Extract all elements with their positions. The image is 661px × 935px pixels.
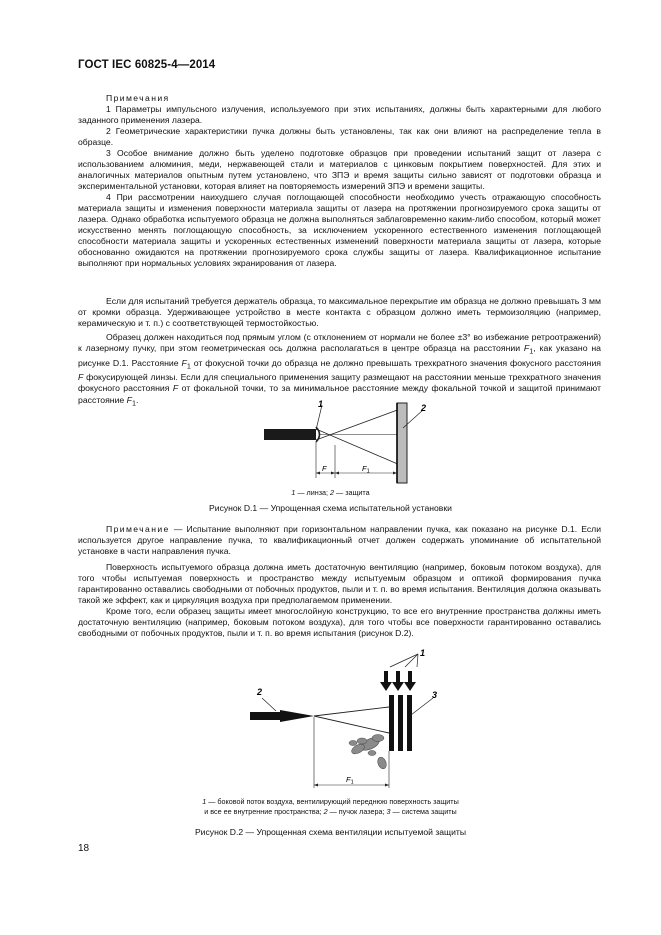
note-2-title: Примечание <box>106 524 170 534</box>
symbol-sub: 1 <box>131 398 137 408</box>
fig1-label-f: F <box>322 464 327 473</box>
shield-plate <box>397 403 407 483</box>
note-2-text: — Испытание выполняют при горизонтальном направлении пучка, как показано на рисунке D.1. Если используется другое направление пучка, то квалификационный отчет должен содержать упоминание об испытательной установке в части направления пучка. <box>78 524 601 556</box>
shield-layer <box>407 695 412 751</box>
symbol-f1: F <box>523 343 530 354</box>
figure-d2-diagram <box>250 645 460 793</box>
figure-d1-caption: Рисунок D.1 — Упрощенная схема испытательной установки <box>209 503 452 513</box>
shield-layer <box>389 695 394 751</box>
fig1-label-2: 2 <box>421 403 427 413</box>
symbol-sub: 1 <box>186 361 191 371</box>
debris-particles <box>349 735 388 771</box>
figure-d1-diagram <box>260 400 435 488</box>
angle-text-5: от фокальной точки, то за минимальное расстояние между фокальной точкой и защитой принимают расстояние <box>78 383 601 405</box>
fig2-label-f1: $F_1$ <box>346 775 354 786</box>
angle-text-6: . <box>136 394 139 405</box>
note-3: 3 Особое внимание должно быть уделено подготовке образцов при проведении испытаний защит от лазера с использованием алюминия, меди, нержавеющей стали и материалов с цинковым покрытием поверхностей. Для этих и аналогичных материалов опытным путем установлено, что ЗПЭ и время защиты сильно зависят от подготовки образца и экспериментальной установки, которая влияет на повторяемость измерений ЗПЭ и времени защиты. <box>78 148 601 191</box>
notes-block <box>78 93 601 269</box>
angle-text-3: от фокусной точки до образца не должно превышать трехкратного значения фокусного расстояния <box>190 357 601 368</box>
symbol-f1: F <box>126 394 132 405</box>
laser-source <box>264 429 316 440</box>
angle-text-4: фокусирующей линзы. Если для специального применения защиту размещают на расстоянии меньше трехкратного значения фокусного расстояния <box>78 371 601 394</box>
paragraph-ventilation <box>78 562 601 639</box>
paragraph-holder-text: Если для испытаний требуется держатель образца, то максимальное перекрытие им образца не должно превышать 3 мм от кромки образца. Удерживающее устройство в месте контакта с образцом должно иметь термоизоляцию (например, керамическую и т. п.) с соответствующей термостойкостью. <box>78 296 601 328</box>
angle-text-1: Образец должен находиться под прямым углом (с отклонением от нормали не более ±3° во избежание ретроотражений) к лазерному пучку, при этом геометрическая ось должна располагаться в центре образца на расстоянии <box>78 332 601 354</box>
note-1: 1 Параметры импульсного излучения, используемого при этих испытаниях, должны быть характерными для любого заданного применения лазера. <box>78 104 601 125</box>
symbol-f: F <box>78 371 84 382</box>
note-2: 2 Геометрические характеристики пучка должны быть установлены, так как они влияют на распределение тепла в образце. <box>78 126 601 147</box>
note-4: 4 При рассмотрении наихудшего случая поглощающей способности необходимо учесть отражающую способность материала защиты и изменения поверхности материала защиты от лазера на протяжении прогнозируемого срока защиты от лазера. Однако обработка испытуемого образца не должна выполняться заблаговременно каким-либо способом, который может искусственно менять поглощающую способность, за исключением ускоренного естественного изменения поглощающей способности материала защиты и ускоренных естественных изменений поверхности материала защиты от лазера, которые обоснованно ожидаются на протяжении прогнозируемого срока службы защиты от лазера. Квалификационное испытание выполняют при нормальных условиях экранирования от лазера. <box>78 192 601 268</box>
angle-text-2: , как указано на рисунке D.1. Расстояние <box>78 343 601 368</box>
fig1-label-f1: $F_1$ <box>362 464 370 475</box>
notes-title: Примечания <box>106 93 170 103</box>
shield-layer <box>398 695 403 751</box>
document-header: ГОСТ IEC 60825-4—2014 <box>78 59 216 71</box>
figure-d2-caption: Рисунок D.2 — Упрощенная схема вентиляции испытуемой защиты <box>194 827 467 837</box>
paragraph-ventilation-2: Кроме того, если образец защиты имеет многослойную конструкцию, то все его внутренние пространства должны иметь достаточную вентиляцию (например, боковым потоком воздуха), для того чтобы все поверхности гарантированно оставались свободными от побочных продуктов, пыли и т. п. во время испытания (рисунок D.2). <box>78 606 601 638</box>
symbol-f: F <box>172 383 179 394</box>
figure-d2-legend: 1 — боковой поток воздуха, вентилирующий переднюю поверхность защиты и все ее внутренние пространства; 2 — пучок лазера; 3 — система защиты <box>202 797 459 816</box>
fig2-label-2: 2 <box>257 687 263 697</box>
page-number: 18 <box>78 843 90 854</box>
paragraph-angle <box>78 332 601 409</box>
fig2-label-1: 1 <box>420 648 426 658</box>
fig2-label-3: 3 <box>432 690 438 700</box>
paragraph-ventilation-1: Поверхность испытуемого образца должна иметь достаточную вентиляцию (например, боковым потоком воздуха), для того чтобы испытуемая поверхность и пространство между испытуемым образцом и оптикой формирования пучка гарантированно оставались свободными от побочных продуктов, пыли и т. п. во время испытания. Вентиляция должна оказывать такой же эффект, как и циркуляция воздуха при предполагаемом применении. <box>78 562 601 605</box>
fig1-label-1: 1 <box>318 400 324 409</box>
note-2-block <box>78 524 601 557</box>
figure-d1-legend: 1 — линза; 2 — защита <box>291 488 370 497</box>
symbol-f1: F <box>181 357 187 368</box>
laser-beam-arrow <box>250 712 280 720</box>
air-flow-arrows <box>380 671 416 691</box>
paragraph-holder <box>78 296 601 329</box>
symbol-sub: 1 <box>529 347 534 357</box>
